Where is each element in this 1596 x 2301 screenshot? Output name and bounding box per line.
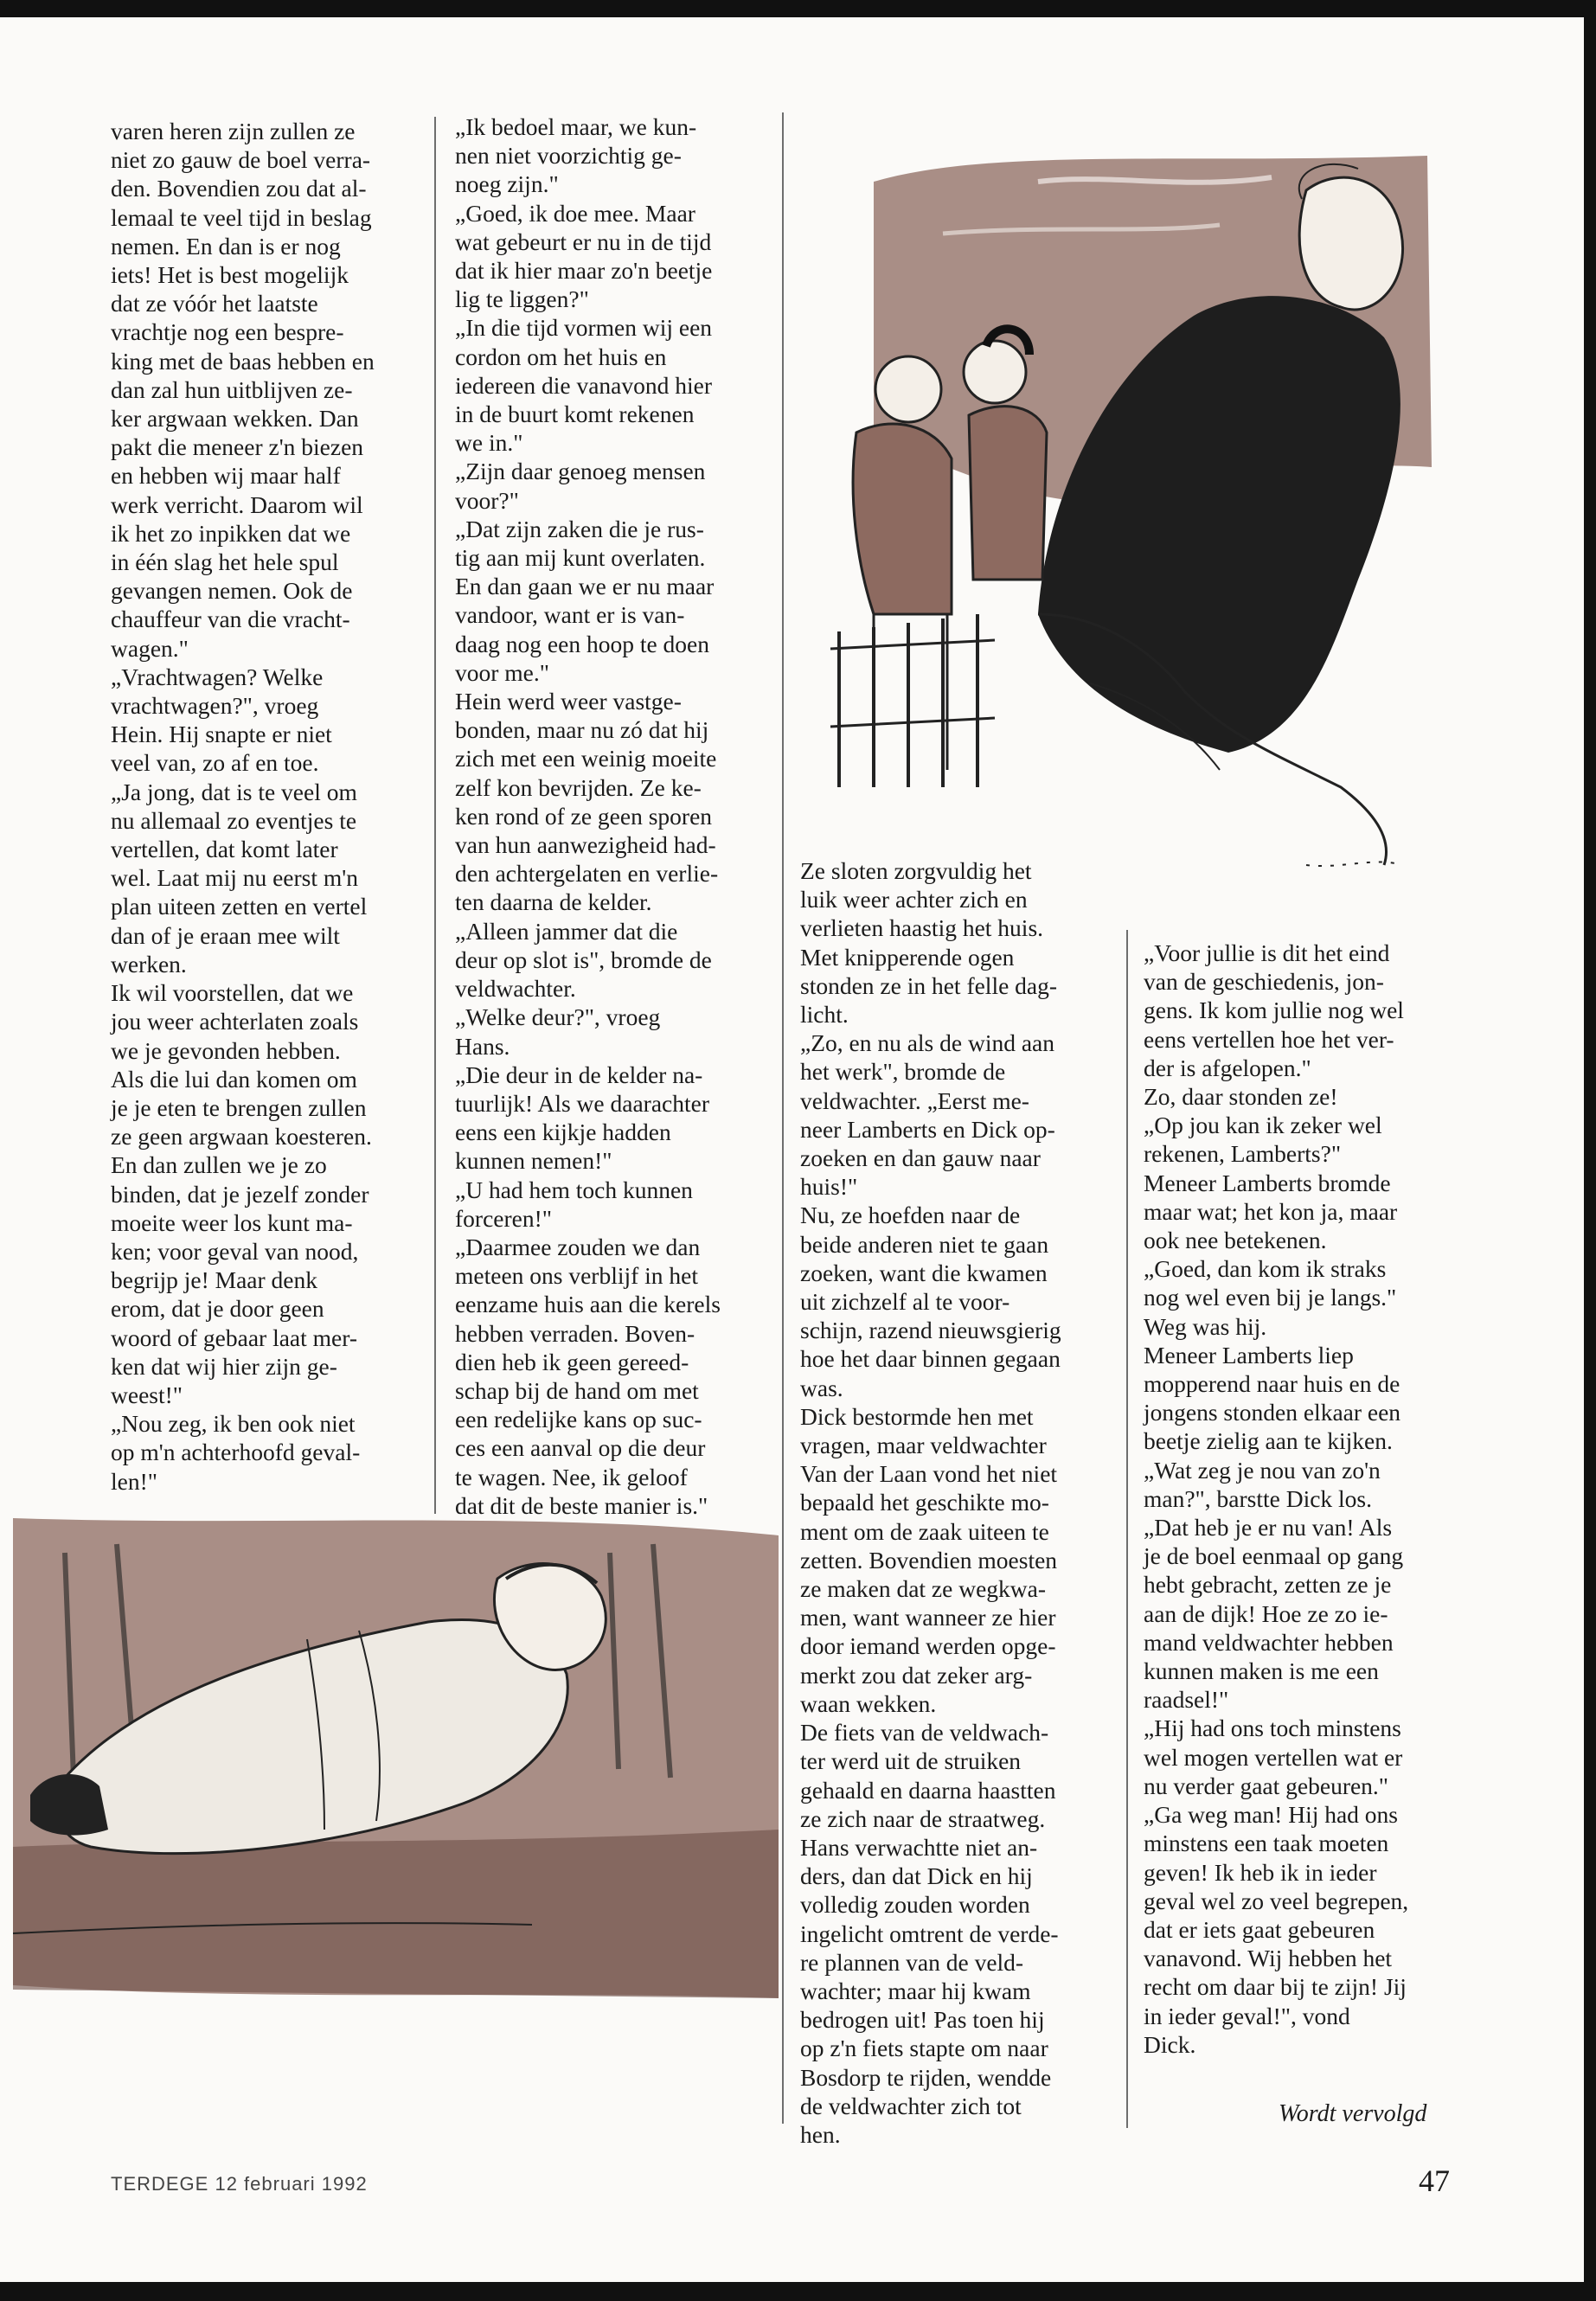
footer-magazine: TERDEGE 12 februari 1992 — [111, 2173, 368, 2195]
scan-border-right — [1584, 0, 1596, 2301]
column-2-text: „Ik bedoel maar, we kun- nen niet voorzichtig ge- noeg zijn." „Goed, ik doe mee. Maar wat gebeurt er nu in de tijd dat ik hier maar zo'n beetje lig te liggen?" „In die tijd vormen wij een cordon om het huis en iedereen die vanavond hier in de buurt komt rekenen we in." „Zijn daar genoeg mensen voor?" „Dat zijn zaken die je rus- tig aan mij kunt overlaten. En dan gaan we er nu maar vandoor, want er is van- daag nog een hoop te doen voor me." Hein werd weer vastge- bonden, maar nu zó dat hij zich met een weinig moeite zelf kon bevrijden. Ze ke- ken rond of ze geen sporen van hun aanwezigheid had- den achtergelaten en verlie- ten daarna de kelder. „Alleen jammer dat die deur op slot is", bromde de veldwachter. „Welke deur?", vroeg Hans. „Die deur in de kelder na- tuurlijk! Als we daarachter eens een kijkje hadden kunnen nemen!" „U had hem toch kunnen forceren!" „Daarmee zouden we dan meteen ons verblijf in het eenzame huis aan die kerels hebben verraden. Boven- dien heb ik geen gereed- schap bij de hand om met een redelijke kans op suc- ces een aanval op die deur te wagen. Nee, ik geloof dat dit de beste manier is." — [455, 113, 721, 1519]
illustration-lying-man — [13, 1518, 779, 1998]
column-1-text: varen heren zijn zullen ze niet zo gauw de boel verra- den. Bovendien zou dat al- lemaal te veel tijd in beslag nemen. En dan is er nog iets! Het is best mogelijk dat ze vóór het laatste vrachtje nog een bespre- king met de baas hebben en dan zal hun uitblijven ze- ker argwaan wekken. Dan pakt die meneer z'n biezen en hebben wij maar half werk verricht. Daarom wil ik het zo inpikken dat we in één slag het hele spul gevangen nemen. Ook de chauffeur van die vracht- wagen." „Vrachtwagen? Welke vrachtwagen?", vroeg Hein. Hij snapte er niet veel van, zo af en toe. „Ja jong, dat is te veel om nu allemaal zo eventjes te vertellen, dat komt later wel. Laat mij nu eerst m'n plan uiteen zetten en vertel dan of je eraan mee wilt werken. Ik wil voorstellen, dat we jou weer achterlaten zoals we je gevonden hebben. Als die lui dan komen om je je eten te brengen zullen ze geen argwaan koesteren. En dan zullen we je zo binden, dat je jezelf zonder moeite weer los kunt ma- ken; voor geval van nood, begrijp je! Maar denk erom, dat je door geen woord of gebaar laat mer- ken dat wij hier zijn ge- weest!" „Nou zeg, ik ben ook niet op m'n achterhoofd geval- len!" — [111, 118, 375, 1495]
column-rule-2 — [782, 112, 784, 2124]
page-number: 47 — [1419, 2163, 1450, 2198]
column-rule-3 — [1126, 930, 1128, 2128]
scan-border-top — [0, 0, 1596, 17]
column-4-text: „Voor jullie is dit het eind van de geschiedenis, jon- gens. Ik kom jullie nog wel eens vertellen hoe het ver- der is afgelopen." Zo, daar stonden ze! „Op jou kan ik zeker wel rekenen, Lamberts?" Meneer Lamberts bromde maar wat; het kon ja, maar ook nee betekenen. „Goed, dan kom ik straks nog wel even bij je langs." Weg was hij. Meneer Lamberts liep mopperend naar huis en de jongens stonden elkaar een beetje zielig aan te kijken. „Wat zeg je nou van zo'n man?", barstte Dick los. „Dat heb je er nu van! Als je de boel eenmaal op gang hebt gebracht, zetten ze je aan de dijk! Hoe ze zo ie- mand veldwachter hebben kunnen maken is me een raadsel!" „Hij had ons toch minstens wel mogen vertellen wat er nu verder gaat gebeuren." „Ga weg man! Hij had ons minstens een taak moeten geven! Ik heb ik in ieder geval wel zo veel begrepen, dat er iets gaat gebeuren vanavond. Wij hebben het recht om daar bij te zijn! Jij in ieder geval!", vond Dick. — [1144, 939, 1409, 2058]
text-column-2 — [455, 112, 775, 1520]
continued-note: Wordt vervolgd — [1279, 2100, 1427, 2127]
text-column-1 — [111, 117, 422, 1496]
text-column-4 — [1144, 939, 1455, 2059]
scan-border-bottom — [0, 2282, 1596, 2301]
column-rule-1 — [434, 117, 436, 1514]
illustration-three-figures — [822, 130, 1445, 882]
text-column-3 — [800, 856, 1112, 2149]
column-3-text: Ze sloten zorgvuldig het luik weer achter zich en verlieten haastig het huis. Met knipperende ogen stonden ze in het felle dag- licht. „Zo, en nu als de wind aan het werk", bromde de veldwachter. „Eerst me- neer Lamberts en Dick op- zoeken en dan gauw naar huis!" Nu, ze hoefden naar de beide anderen niet te gaan zoeken, want die kwamen uit zichzelf al te voor- schijn, razend nieuwsgierig hoe het daar binnen gegaan was. Dick bestormde hen met vragen, maar veldwachter Van der Laan vond het niet bepaald het geschikte mo- ment om de zaak uiteen te zetten. Bovendien moesten ze maken dat ze wegkwa- men, want wanneer ze hier door iemand werden opge- merkt zou dat zeker arg- waan wekken. De fiets van de veldwach- ter werd uit de struiken gehaald en daarna haastten ze zich naar de straatweg. Hans verwachtte niet an- ders, dan dat Dick en hij volledig zouden worden ingelicht omtrent de verde- re plannen van de veld- wachter; maar hij kwam bedrogen uit! Pas toen hij op z'n fiets stapte om naar Bosdorp te rijden, wendde de veldwachter zich tot hen. — [800, 857, 1061, 2148]
